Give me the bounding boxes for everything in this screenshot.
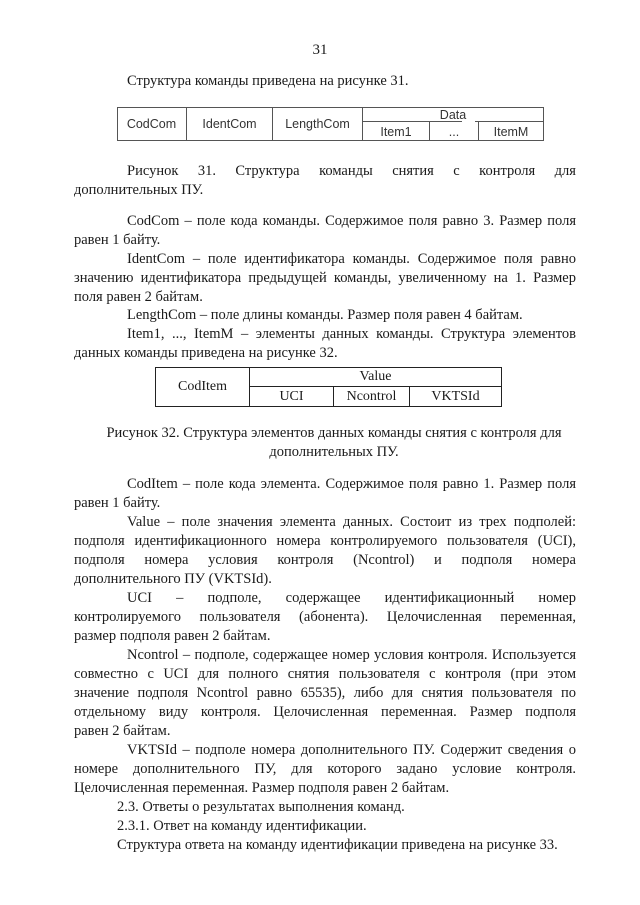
coditem-desc-line1: CodItem – поле кода элемента. Содержимое поля равно 1. Размер поля	[127, 476, 576, 492]
figure-32-cell-ncontrol: Ncontrol	[346, 388, 397, 404]
ncontrol-desc-line5: равен 2 байтам.	[74, 723, 171, 739]
figure-32-table	[155, 367, 502, 407]
figure-32-caption-line2: дополнительных ПУ.	[269, 444, 399, 460]
figure-32-cell-coditem: CodItem	[178, 379, 227, 394]
uci-desc-line3: размер подполя равен 2 байтам.	[74, 628, 271, 644]
figure-31-cell-item1: Item1	[380, 124, 412, 139]
figure-31-caption-line1: Рисунок 31. Структура команды снятия с контроля для	[127, 163, 576, 179]
ncontrol-desc-line2: совместно с UCI для полного снятия пользователя с контроля (при этом	[74, 666, 576, 682]
uci-desc-line2: контролируемого пользователя (абонента). Целочисленная переменная,	[74, 609, 576, 625]
figure-31-cell-codcom: CodCom	[126, 117, 177, 131]
figure-32-cell-uci: UCI	[279, 388, 304, 404]
ncontrol-desc-line4: отдельному виду контроля. Целочисленная переменная. Размер подполя	[74, 704, 576, 720]
vktsid-desc-line1: VKTSId – подполе номера дополнительного ПУ. Содержит сведения о	[127, 742, 576, 758]
figure-31-cell-itemm: ItemM	[493, 124, 529, 139]
figure-31-cell-identcom: IdentCom	[202, 117, 257, 131]
section-2-3-heading: 2.3. Ответы о результатах выполнения команд.	[117, 799, 405, 815]
codcom-desc-line2: равен 1 байту.	[74, 232, 161, 248]
identcom-desc-line2: значению идентификатора предыдущей команды, увеличенному на 1. Размер	[74, 270, 576, 286]
figure-32-cell-vktsid: VKTSId	[431, 388, 480, 404]
uci-desc-line1: UCI – подполе, содержащее идентификационный номер	[127, 590, 576, 606]
items-desc-line1: Item1, ..., ItemM – элементы данных команды. Структура элементов	[127, 326, 576, 342]
identcom-desc-line3: поля равен 2 байтам.	[74, 289, 203, 305]
figure-31-cell-lengthcom: LengthCom	[285, 117, 350, 131]
intro-text: Структура команды приведена на рисунке 31.	[127, 73, 409, 89]
ncontrol-desc-line3: значение подполя Ncontrol равно 65535), либо для снятия пользователя по	[74, 685, 576, 701]
figure-31-cell-ellipsis: ...	[448, 124, 460, 139]
ncontrol-desc-line1: Ncontrol – подполе, содержащее номер условия контроля. Используется	[127, 647, 576, 663]
section-2-3-1-heading: 2.3.1. Ответ на команду идентификации.	[117, 818, 367, 834]
identcom-desc-line1: IdentCom – поле идентификатора команды. Содержимое поля равно	[127, 251, 576, 267]
coditem-desc-line2: равен 1 байту.	[74, 495, 161, 511]
final-paragraph: Структура ответа на команду идентификации приведена на рисунке 33.	[117, 837, 558, 853]
figure-31-caption-line2: дополнительных ПУ.	[74, 182, 204, 198]
vktsid-desc-line3: Целочисленная переменная. Размер подполя равен 2 байтам.	[74, 780, 450, 796]
value-desc-line2: подполя идентификационного номера контролируемого пользователя (UCI),	[74, 533, 576, 549]
vktsid-desc-line2: номере дополнительного ПУ, для которого задано условие контроля.	[74, 761, 576, 777]
codcom-desc-line1: CodCom – поле кода команды. Содержимое поля равно 3. Размер поля	[127, 213, 576, 229]
value-desc-line4: дополнительного ПУ (VKTSId).	[74, 571, 272, 587]
value-desc-line1: Value – поле значения элемента данных. Состоит из трех подполей:	[127, 514, 576, 530]
figure-31-table	[117, 107, 544, 141]
figure-32-caption-line1: Рисунок 32. Структура элементов данных команды снятия с контроля для	[106, 425, 562, 441]
figure-31-cell-data-header: Data	[439, 107, 467, 122]
page-number: 31	[312, 42, 328, 58]
value-desc-line3: подполя номера условия контроля (Ncontrol) и подполя номера	[74, 552, 576, 568]
lengthcom-desc-line1: LengthCom – поле длины команды. Размер поля равен 4 байтам.	[127, 307, 523, 323]
items-desc-line2: данных команды приведена на рисунке 32.	[74, 345, 338, 361]
figure-32-cell-value-header: Value	[359, 369, 392, 384]
